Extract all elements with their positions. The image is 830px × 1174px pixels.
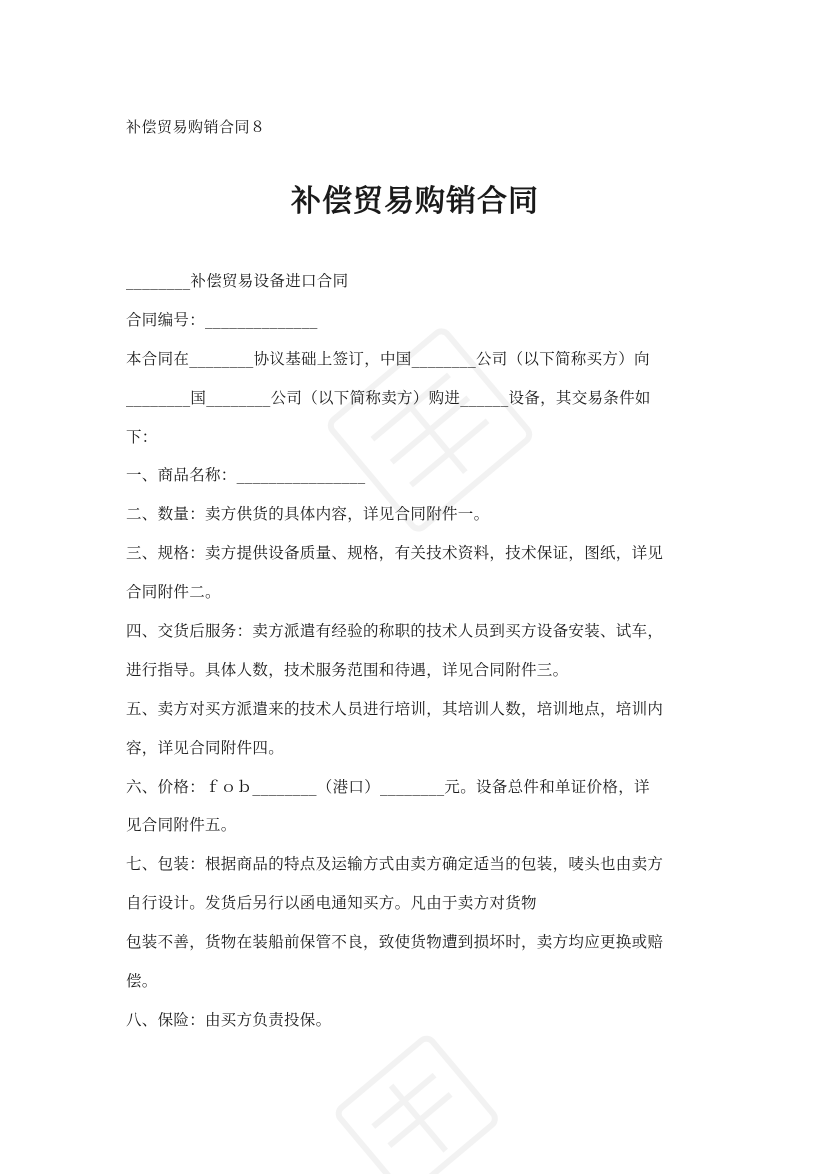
text-line: 八、保险：由买方负责投保。 bbox=[126, 1010, 332, 1029]
text-line: 七、包装：根据商品的特点及运输方式由卖方确定适当的包装，唛头也由卖方 bbox=[126, 855, 664, 874]
text-line: 三、规格：卖方提供设备质量、规格，有关技术资料，技术保证，图纸，详见 bbox=[126, 544, 664, 563]
text-line: ________国________公司（以下简称卖方）购进______设备，其交易条件如 bbox=[126, 388, 651, 407]
contract-body bbox=[126, 266, 706, 1044]
text-line: 偿。 bbox=[126, 972, 158, 991]
document-header: 补偿贸易购销合同８ bbox=[126, 118, 266, 136]
page-title: 补偿贸易购销合同 bbox=[291, 184, 539, 219]
text-line: 四、交货后服务：卖方派遣有经验的称职的技术人员到买方设备安装、试车， bbox=[126, 622, 664, 641]
text-line: 合同附件二。 bbox=[126, 583, 221, 602]
text-line: 二、数量：卖方供货的具体内容，详见合同附件一。 bbox=[126, 505, 490, 524]
text-line: 五、卖方对买方派遣来的技术人员进行培训，其培训人数，培训地点，培训内 bbox=[126, 699, 664, 718]
text-line: 下： bbox=[126, 427, 158, 446]
text-line: 见合同附件五。 bbox=[126, 816, 237, 835]
text-line: 包装不善，货物在装船前保管不良，致使货物遭到损坏时，卖方均应更换或赔 bbox=[126, 933, 664, 952]
text-line: 合同编号：______________ bbox=[126, 310, 318, 329]
text-line: ________补偿贸易设备进口合同 bbox=[126, 272, 349, 290]
text-line: 本合同在________协议基础上签订，中国________公司（以下简称买方）向 bbox=[126, 349, 650, 368]
text-line: 进行指导。具体人数，技术服务范围和待遇，详见合同附件三。 bbox=[126, 660, 569, 679]
text-line: 自行设计。发货后另行以函电通知买方。凡由于卖方对货物 bbox=[126, 894, 537, 913]
text-line: 容，详见合同附件四。 bbox=[126, 738, 285, 757]
text-line: 六、价格：ｆｏｂ________（港口）________元。设备总件和单证价格，详 bbox=[126, 777, 650, 796]
text-line: 一、商品名称：________________ bbox=[126, 466, 366, 485]
